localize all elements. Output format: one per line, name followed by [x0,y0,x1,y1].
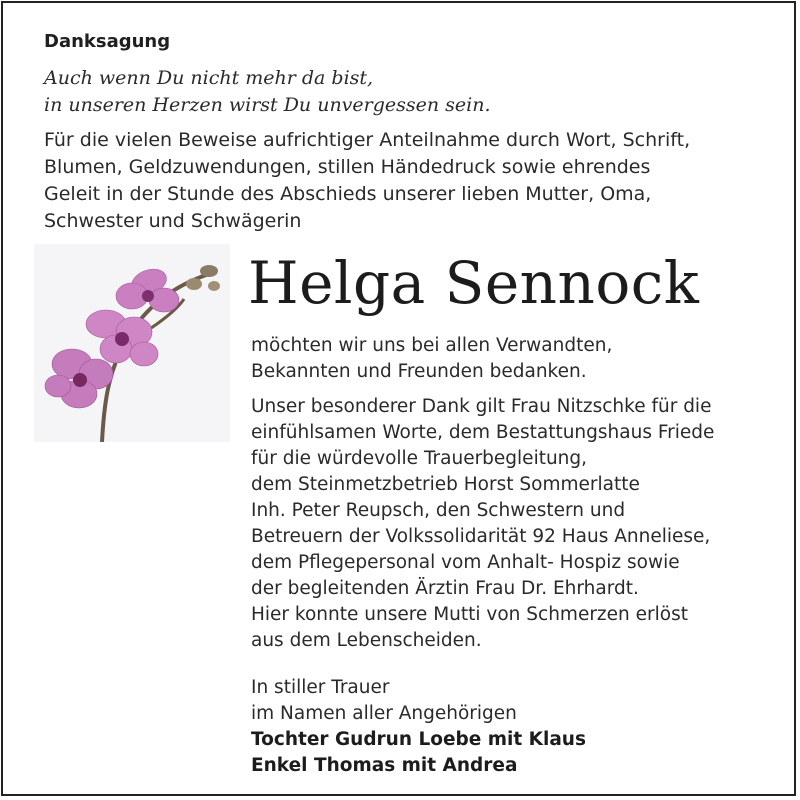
intro-text [44,127,774,235]
closing-signature [251,675,771,779]
special-thanks-line: der begleitenden Ärztin Frau Dr. Ehrhardt. [251,578,639,599]
quote-line: Auch wenn Du nicht mehr da bist, [44,67,374,89]
signature-line: Tochter Gudrun Loebe mit Klaus [251,729,586,750]
thanks-line: möchten wir uns bei allen Verwandten, [251,335,613,356]
special-thanks-line: einfühlsamen Worte, dem Bestattungshaus Friede [251,422,715,443]
special-thanks-line: dem Pflegepersonal vom Anhalt- Hospiz sowie [251,552,680,573]
orchid-image [34,244,230,442]
special-thanks-line: dem Steinmetzbetrieb Horst Sommerlatte [251,474,640,495]
notice-heading: Danksagung [44,31,171,52]
closing-line: In stiller Trauer [251,677,390,698]
thanks-text [251,333,771,385]
special-thanks-line: Hier konnte unsere Mutti von Schmerzen erlöst [251,604,688,625]
special-thanks-line: für die würdevolle Trauerbegleitung, [251,448,588,469]
special-thanks-text [251,394,771,654]
special-thanks-line: aus dem Lebenscheiden. [251,630,482,651]
intro-line: Schwester und Schwägerin [44,210,302,232]
quote-line: in unseren Herzen wirst Du unvergessen sein. [44,94,491,116]
thanks-line: Bekannten und Freunden bedanken. [251,361,587,382]
signature-line: Enkel Thomas mit Andrea [251,755,518,776]
memorial-quote [44,65,744,119]
intro-line: Für die vielen Beweise aufrichtiger Anteilnahme durch Wort, Schrift, [44,129,691,151]
deceased-name: Helga Sennock [248,249,700,317]
special-thanks-line: Betreuern der Volkssolidarität 92 Haus Anneliese, [251,526,711,547]
intro-line: Geleit in der Stunde des Abschieds unserer lieben Mutter, Oma, [44,183,652,205]
special-thanks-line: Unser besonderer Dank gilt Frau Nitzschke für die [251,396,712,417]
intro-line: Blumen, Geldzuwendungen, stillen Händedruck sowie ehrendes [44,156,651,178]
special-thanks-line: Inh. Peter Reupsch, den Schwestern und [251,500,626,521]
closing-line: im Namen aller Angehörigen [251,703,517,724]
orchid-icon [34,244,230,442]
